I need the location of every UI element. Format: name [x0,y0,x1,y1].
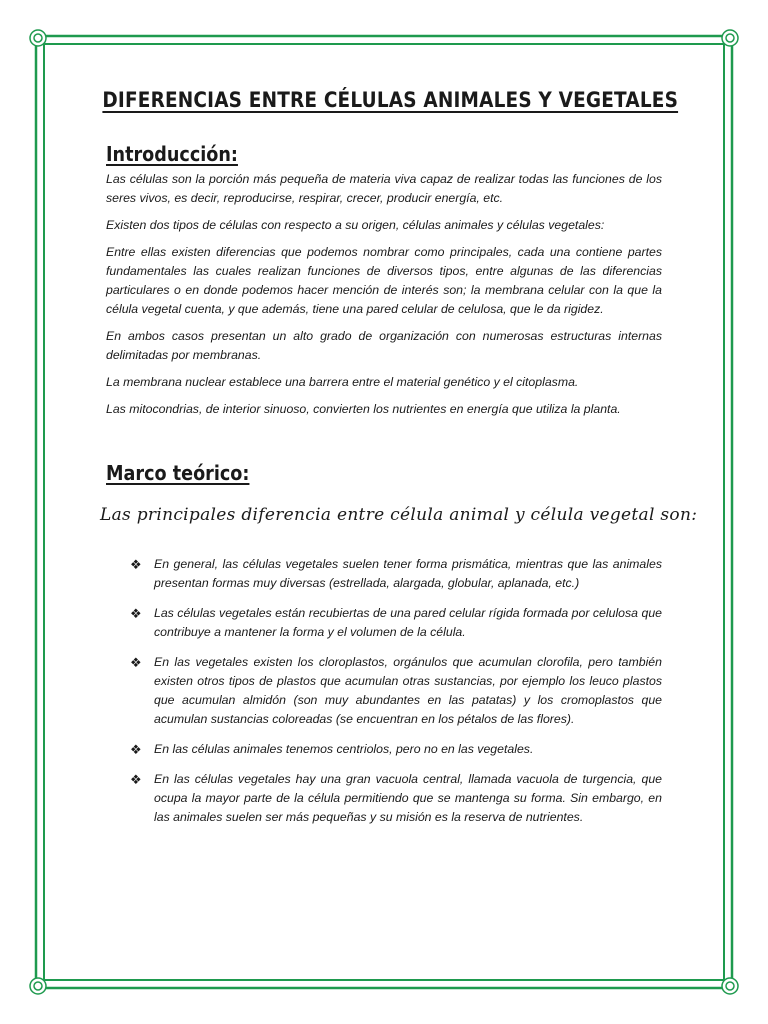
diamond-bullet-icon: ❖ [130,742,142,757]
list-item [130,740,662,759]
intro-section [106,170,662,419]
list-item [130,770,662,827]
list-item-text: En las células vegetales hay una gran vacuola central, llamada vacuola de turgencia, que ocupa la mayor parte de la célula permitiendo que se mantenga su forma. Sin embargo, en las animales suelen ser más pequeñas y su misión es la reserva de nutrientes. [154,772,662,824]
intro-paragraph: La membrana nuclear establece una barrera entre el material genético y el citoplasma. [106,375,579,389]
diamond-bullet-icon: ❖ [130,606,142,621]
list-item-text: Las células vegetales están recubiertas de una pared celular rígida formada por celulosa que contribuye a mantener la forma y el volumen de la célula. [154,606,662,639]
intro-paragraph: Las células son la porción más pequeña de materia viva capaz de realizar todas las funciones de los seres vivos, es decir, reproducirse, respirar, crecer, producir energía, etc. [106,172,662,205]
intro-paragraph: Entre ellas existen diferencias que podemos nombrar como principales, cada una contiene partes fundamentales las cuales realizan funciones de diversos tipos, entre algunas de las diferencias particulares o en donde podemos hacer mención de interés son; la membrana celular con la que la célula vegetal cuenta, y que además, tiene una pared celular de celulosa, que le da rigidez. [106,245,662,316]
list-item-text: En general, las células vegetales suelen tener forma prismática, mientras que las animales presentan formas muy diversas (estrellada, alargada, globular, aplanada, etc.) [154,557,662,590]
list-item [130,653,662,729]
intro-heading: Introducción: [106,142,238,166]
diamond-bullet-icon: ❖ [130,557,142,572]
document-title: DIFERENCIAS ENTRE CÉLULAS ANIMALES Y VEGETALES [102,88,679,112]
intro-paragraph: Las mitocondrias, de interior sinuoso, convierten los nutrientes en energía que utiliza la planta. [106,402,621,416]
list-item-text: En las vegetales existen los cloroplastos, orgánulos que acumulan clorofila, pero también existen otros tipos de plastos que acumulan otras sustancias, por ejemplo los leuco plastos que acumulan almidón (son muy abundantes en las patatas) y los cromoplastos que acumulan sustancias coloreadas (se encuentran en los pétalos de las flores). [154,655,662,726]
marco-subtitle: Las principales diferencia entre célula animal y célula vegetal son: [100,505,698,525]
intro-paragraph: Existen dos tipos de células con respecto a su origen, células animales y células vegetales: [106,218,605,232]
list-item [130,555,662,593]
diamond-bullet-icon: ❖ [130,772,142,787]
document-body [100,88,698,838]
list-item [130,604,662,642]
intro-paragraph: En ambos casos presentan un alto grado de organización con numerosas estructuras internas delimitadas por membranas. [106,329,662,362]
marco-heading: Marco teórico: [106,461,250,485]
differences-list [106,555,662,827]
diamond-bullet-icon: ❖ [130,655,142,670]
list-item-text: En las células animales tenemos centriolos, pero no en las vegetales. [154,742,534,756]
